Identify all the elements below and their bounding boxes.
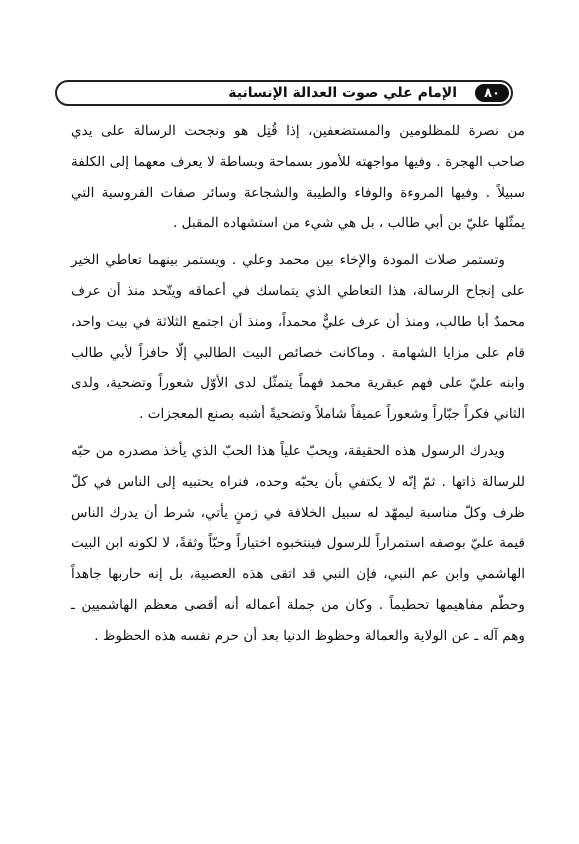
page-body xyxy=(71,116,525,658)
paragraph-2: وتستمر صلات المودة والإخاء بين محمد وعلي . ويستمر بينهما تعاطي الخير على إنجاح الرسالة، هذا التعاطي الذي يتماسك في أعماقه ويتّحد منذ أن عرف محمدٌ أبا طالب، ومنذ أن عرف عليٌّ محمداً، ومنذ أن اجتمع الثلاثة في بيت واحد، قام على مزايا الشهامة . وماكانت خصائص البيت الطالبي إلّا حافزاً لأبي طالب وابنه عليّ على فهم عبقرية محمد فهماً يتمثّل لدى الأوّل شعوراً وتضحية، ولدى الثاني فكراً جبّاراً وشعوراً عميقاً شاملاً وتضحيةً أشبه بصنع المعجزات . xyxy=(71,252,525,423)
running-header xyxy=(55,80,513,106)
page-number: ٨٠ xyxy=(475,84,509,102)
paragraph-3: ويدرك الرسول هذه الحقيقة، ويحبّ علياً هذا الحبّ الذي يأخذ مصدره من حبّه للرسالة ذاتها . ثمّ إنّه لا يكتفي بأن يحبّه وحده، فنراه يحتبيه إلى الناس في كلّ ظرف وكلّ مناسبة ليمهّد له سبيل الخلافة في زمنٍ يأتي، شرط أن يدرك الناس قيمة عليّ بوصفه استمراراً للرسول فينتخبوه اختياراً وحبّاً وثقةً، لا لكونه ابن البيت الهاشمي وابن عم النبي، فإن النبي قد اتقى هذه العصبية، بل إنه حاربها جاهداً وحطّم مفاهيمها تحطيماً . وكان من جملة أعماله أنه أقصى معظم الهاشميين ـ وهم آله ـ عن الولاية والعمالة وحظوظ الدنيا بعد أن حرم نفسه هذه الحظوظ . xyxy=(71,442,525,644)
paragraph-1: من نصرة للمظلومين والمستضعفين، إذا قُتِل هو ونجحت الرسالة على يدي صاحب الهجرة . وفيها مواجهته للأمور بسماحة وبساطة لا يعرف معهما إلى الكلفة سبيلاً . وفيها المروءة والوفاء والطيبة والشجاعة وسائر صفات الفروسية التي يمثّلها عليّ بن أبي طالب ، بل هي شيء من استشهاده المقبل . xyxy=(71,123,525,232)
running-title: الإمام علي صوت العدالة الإنسانية xyxy=(228,85,457,101)
